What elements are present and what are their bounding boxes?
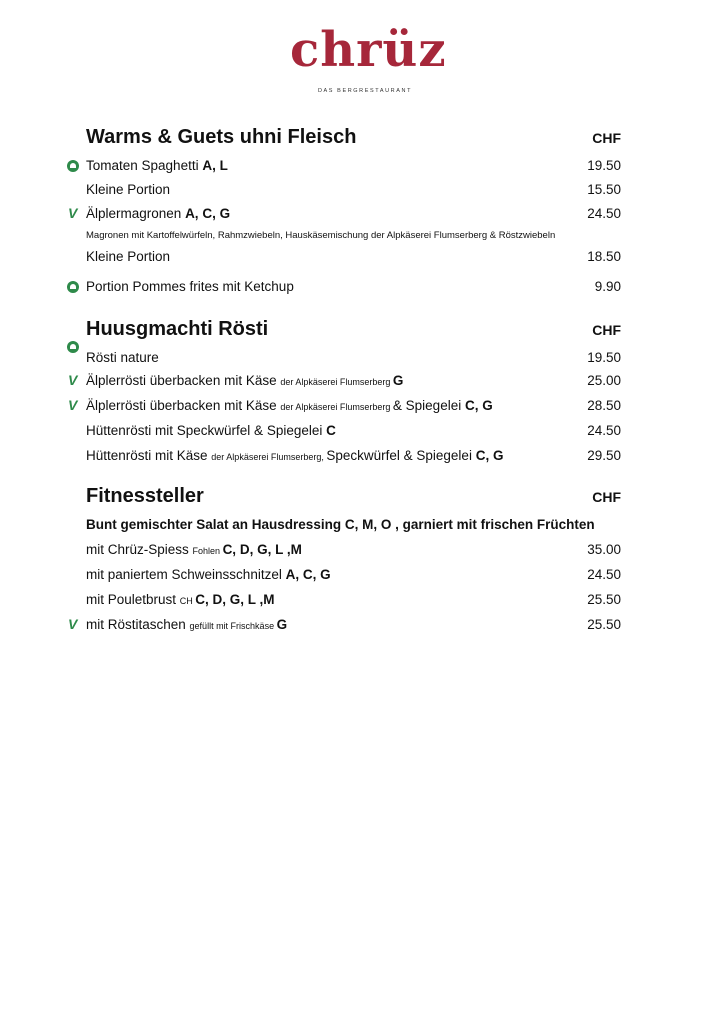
logo-subtitle: DAS BERGRESTAURANT [317,88,413,94]
item-name-continued: & Spiegelei [392,398,465,413]
menu-content [64,126,624,650]
menu-item [64,566,624,586]
item-name: Hüttenrösti mit Speckwürfel & Spiegelei [86,423,327,438]
item-note: Fohlen [192,546,223,556]
menu-item [64,157,624,177]
item-allergens: A, C, G [285,567,331,582]
item-price: 9.90 [594,279,621,294]
item-name: Älplermagronen [86,206,186,221]
currency-label: CHF [592,130,621,146]
item-price: 19.50 [587,350,621,365]
item-name: mit Röstitaschen [86,617,190,632]
item-name: Portion Pommes frites mit Ketchup [86,279,294,294]
vegetarian-icon [67,281,79,293]
section-warms-guets [64,126,624,298]
item-price: 24.50 [587,423,621,438]
currency-label: CHF [592,322,621,338]
salad-heading-row [64,516,624,536]
menu-item [64,181,624,201]
item-price: 19.50 [587,158,621,173]
item-name: Hüttenrösti mit Käse [86,448,212,463]
item-name-continued: Speckwürfel & Spiegelei [326,448,476,463]
item-name: Kleine Portion [86,182,171,197]
menu-item [64,343,624,367]
vegetarian-icon [67,341,79,353]
item-allergens: A, L [202,158,228,173]
menu-item [64,397,624,417]
vegan-icon: V [68,616,78,632]
item-allergens: C, D, G, L ,M [195,592,275,607]
item-name: mit paniertem Schweinsschnitzel [86,567,286,582]
item-price: 25.00 [587,373,621,388]
item-price: 29.50 [587,448,621,463]
item-description-row [64,229,624,247]
section-header [64,318,624,341]
item-allergens: C [326,423,336,438]
vegetarian-icon [67,160,79,172]
item-price: 25.50 [587,617,621,632]
section-header [64,485,624,508]
item-price: 18.50 [587,249,621,264]
menu-item [64,616,624,636]
item-name: Älplerrösti überbacken mit Käse [86,398,281,413]
section-fitnessteller [64,485,624,636]
item-note: gefüllt mit Frischkäse [189,621,277,631]
vegan-icon: V [68,397,78,413]
section-title: Fitnessteller [86,485,204,507]
item-price: 15.50 [587,182,621,197]
item-allergens: G [276,617,288,632]
item-name: Älplerrösti überbacken mit Käse [86,373,281,388]
section-title: Warms & Guets uhni Fleisch [86,126,357,148]
menu-item [64,205,624,225]
item-note: der Alpkäserei Flumserberg [280,402,393,412]
vegan-icon: V [68,205,78,221]
item-note: der Alpkäserei Flumserberg, [211,452,327,462]
item-name: Rösti nature [86,350,159,365]
item-name: Tomaten Spaghetti [86,158,203,173]
item-description: Magronen mit Kartoffelwürfeln, Rahmzwiebeln, Hauskäsemischung der Alpkäserei Flumserberg & Röstzwiebeln [86,230,556,241]
logo-wordmark: chrüz [290,22,447,78]
vegan-icon: V [68,372,78,388]
item-price: 35.00 [587,542,621,557]
item-allergens: C, D, G, L ,M [222,542,302,557]
item-name: Kleine Portion [86,249,171,264]
item-name: mit Pouletbrust [86,592,180,607]
section-roesti [64,318,624,467]
menu-item [64,248,624,268]
item-price: 24.50 [587,206,621,221]
menu-item [64,541,624,561]
item-price: 28.50 [587,398,621,413]
menu-item [64,278,624,298]
currency-label: CHF [592,489,621,505]
menu-item [64,591,624,611]
item-price: 24.50 [587,567,621,582]
item-note: CH [179,596,196,606]
item-allergens: G [392,373,404,388]
section-title: Huusgmachti Rösti [86,318,269,340]
item-name: mit Chrüz-Spiess [86,542,193,557]
salad-heading: Bunt gemischter Salat an Hausdressing C, M, O , garniert mit frischen Früchten [86,517,595,532]
section-header [64,126,624,149]
menu-item [64,447,624,467]
item-allergens: C, G [475,448,504,463]
item-price: 25.50 [587,592,621,607]
item-allergens: A, C, G [185,206,231,221]
menu-item [64,422,624,442]
menu-item [64,372,624,392]
item-note: der Alpkäserei Flumserberg [280,377,393,387]
restaurant-logo [290,22,447,98]
item-allergens: C, G [464,398,493,413]
